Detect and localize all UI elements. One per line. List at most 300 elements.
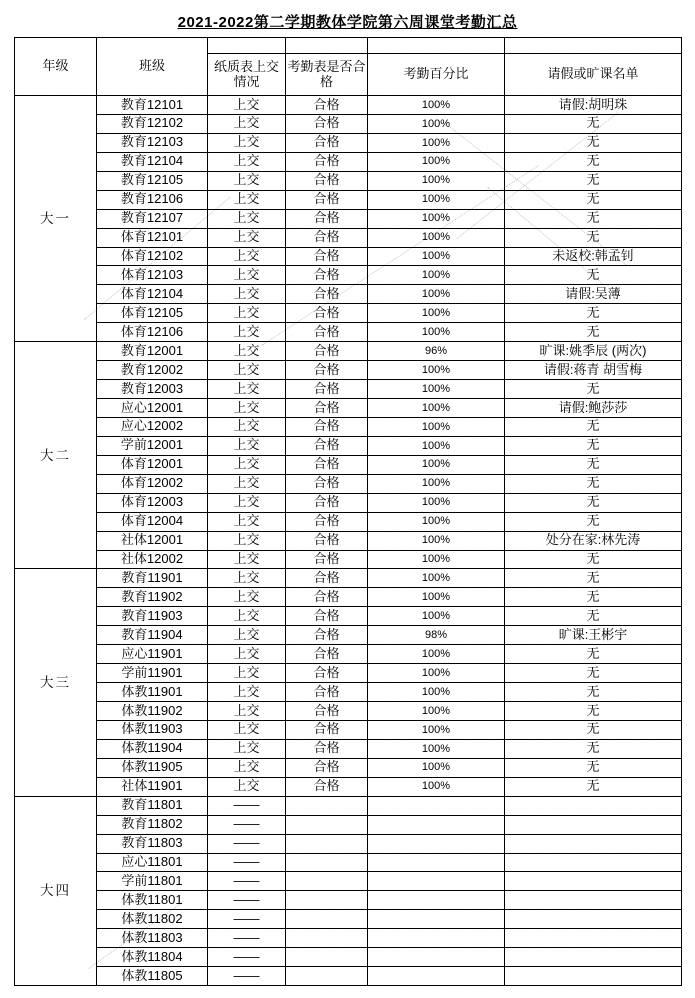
names-cell: 请假:鲍莎莎 [505, 399, 682, 418]
qualified-cell: 合格 [286, 664, 368, 683]
submit-cell: 上交 [208, 493, 286, 512]
submit-cell: 上交 [208, 531, 286, 550]
table-row [15, 720, 682, 739]
class-cell: 体育12104 [97, 285, 208, 304]
table-row [15, 455, 682, 474]
submit-cell: 上交 [208, 683, 286, 702]
names-cell: 请假:蒋青 胡雪梅 [505, 361, 682, 380]
qualified-cell: 合格 [286, 190, 368, 209]
names-cell: 无 [505, 209, 682, 228]
qualified-cell: 合格 [286, 455, 368, 474]
percent-cell [368, 929, 505, 948]
table-row [15, 474, 682, 493]
class-cell: 体育12105 [97, 304, 208, 323]
table-row [15, 190, 682, 209]
class-cell: 体育12004 [97, 512, 208, 531]
class-cell: 教育11902 [97, 588, 208, 607]
grade-cell: 大四 [15, 796, 97, 985]
class-cell: 应心11901 [97, 645, 208, 664]
table-row [15, 739, 682, 758]
names-cell: 未返校:韩孟钊 [505, 247, 682, 266]
class-cell: 学前12001 [97, 436, 208, 455]
class-cell: 学前11801 [97, 872, 208, 891]
names-cell [505, 929, 682, 948]
table-row [15, 247, 682, 266]
grade-cell: 大二 [15, 342, 97, 569]
percent-cell: 100% [368, 474, 505, 493]
table-row [15, 531, 682, 550]
qualified-cell [286, 967, 368, 986]
qualified-cell: 合格 [286, 512, 368, 531]
qualified-cell: 合格 [286, 493, 368, 512]
submit-cell: 上交 [208, 323, 286, 342]
header-spacer-cell [368, 38, 505, 54]
percent-cell: 100% [368, 645, 505, 664]
names-cell [505, 796, 682, 815]
percent-cell: 100% [368, 190, 505, 209]
table-row [15, 626, 682, 645]
percent-cell [368, 948, 505, 967]
names-cell: 无 [505, 133, 682, 152]
class-cell: 体教11803 [97, 929, 208, 948]
class-cell: 体育12001 [97, 455, 208, 474]
percent-cell: 100% [368, 380, 505, 399]
submit-cell: 上交 [208, 171, 286, 190]
table-row [15, 285, 682, 304]
class-cell: 社体11901 [97, 777, 208, 796]
qualified-cell [286, 834, 368, 853]
class-cell: 教育12104 [97, 152, 208, 171]
names-cell [505, 872, 682, 891]
qualified-cell: 合格 [286, 683, 368, 702]
names-cell: 无 [505, 739, 682, 758]
names-cell: 旷课:王彬宇 [505, 626, 682, 645]
qualified-cell: 合格 [286, 417, 368, 436]
class-cell: 体教11905 [97, 758, 208, 777]
submit-cell: 上交 [208, 569, 286, 588]
qualified-cell: 合格 [286, 399, 368, 418]
percent-cell: 100% [368, 758, 505, 777]
names-cell [505, 967, 682, 986]
attendance-table-body [15, 96, 682, 986]
qualified-cell: 合格 [286, 758, 368, 777]
percent-cell [368, 853, 505, 872]
table-row [15, 436, 682, 455]
qualified-cell [286, 815, 368, 834]
submit-cell: 上交 [208, 474, 286, 493]
class-cell: 体教11904 [97, 739, 208, 758]
table-row [15, 304, 682, 323]
table-row [15, 417, 682, 436]
table-row [15, 607, 682, 626]
submit-cell: 上交 [208, 152, 286, 171]
table-row [15, 323, 682, 342]
names-cell: 无 [505, 758, 682, 777]
names-cell [505, 815, 682, 834]
header-row-top [15, 38, 682, 54]
percent-cell: 100% [368, 664, 505, 683]
submit-cell: 上交 [208, 304, 286, 323]
percent-cell: 100% [368, 550, 505, 569]
class-cell: 体育12103 [97, 266, 208, 285]
qualified-cell: 合格 [286, 474, 368, 493]
submit-cell: 上交 [208, 209, 286, 228]
submit-cell: 上交 [208, 417, 286, 436]
qualified-cell: 合格 [286, 626, 368, 645]
class-cell: 应心12001 [97, 399, 208, 418]
class-cell: 体育12106 [97, 323, 208, 342]
names-cell: 无 [505, 512, 682, 531]
qualified-cell: 合格 [286, 323, 368, 342]
class-cell: 学前11901 [97, 664, 208, 683]
qualified-cell: 合格 [286, 588, 368, 607]
names-cell: 无 [505, 645, 682, 664]
submit-cell: 上交 [208, 266, 286, 285]
percent-cell: 100% [368, 607, 505, 626]
table-row [15, 133, 682, 152]
table-row [15, 796, 682, 815]
percent-cell: 100% [368, 417, 505, 436]
qualified-cell: 合格 [286, 228, 368, 247]
submit-cell: 上交 [208, 455, 286, 474]
class-cell: 教育11803 [97, 834, 208, 853]
names-cell: 无 [505, 550, 682, 569]
percent-cell: 100% [368, 114, 505, 133]
percent-cell: 100% [368, 720, 505, 739]
submit-cell: 上交 [208, 228, 286, 247]
qualified-cell: 合格 [286, 569, 368, 588]
qualified-cell: 合格 [286, 436, 368, 455]
qualified-cell: 合格 [286, 739, 368, 758]
submit-cell: 上交 [208, 190, 286, 209]
table-row [15, 853, 682, 872]
submit-cell: 上交 [208, 739, 286, 758]
percent-cell: 100% [368, 588, 505, 607]
class-cell: 体教11801 [97, 891, 208, 910]
table-row [15, 777, 682, 796]
names-cell: 无 [505, 323, 682, 342]
names-cell: 无 [505, 702, 682, 721]
qualified-cell: 合格 [286, 304, 368, 323]
submit-cell: 上交 [208, 247, 286, 266]
qualified-cell: 合格 [286, 247, 368, 266]
table-row [15, 758, 682, 777]
percent-cell: 100% [368, 455, 505, 474]
table-row [15, 891, 682, 910]
col-header-percentage: 考勤百分比 [368, 54, 505, 96]
header-spacer-cell [208, 38, 286, 54]
percent-cell: 100% [368, 493, 505, 512]
submit-cell: 上交 [208, 550, 286, 569]
table-row [15, 152, 682, 171]
submit-cell: 上交 [208, 777, 286, 796]
class-cell: 体教11804 [97, 948, 208, 967]
table-row [15, 702, 682, 721]
table-row [15, 209, 682, 228]
class-cell: 教育12103 [97, 133, 208, 152]
qualified-cell: 合格 [286, 720, 368, 739]
class-cell: 教育12002 [97, 361, 208, 380]
percent-cell: 100% [368, 777, 505, 796]
class-cell: 教育12101 [97, 96, 208, 115]
grade-cell: 大一 [15, 96, 97, 342]
percent-cell: 100% [368, 209, 505, 228]
class-cell: 体教11805 [97, 967, 208, 986]
submit-cell: 上交 [208, 133, 286, 152]
submit-cell: —— [208, 967, 286, 986]
submit-cell: 上交 [208, 720, 286, 739]
percent-cell: 100% [368, 133, 505, 152]
qualified-cell: 合格 [286, 531, 368, 550]
names-cell [505, 834, 682, 853]
submit-cell: —— [208, 796, 286, 815]
names-cell: 无 [505, 664, 682, 683]
class-cell: 教育12003 [97, 380, 208, 399]
qualified-cell: 合格 [286, 380, 368, 399]
page-title: 2021-2022第二学期教体学院第六周课堂考勤汇总 [177, 14, 518, 31]
class-cell: 体育12101 [97, 228, 208, 247]
class-cell: 教育12107 [97, 209, 208, 228]
table-row [15, 114, 682, 133]
submit-cell: —— [208, 929, 286, 948]
names-cell: 无 [505, 380, 682, 399]
submit-cell: —— [208, 872, 286, 891]
names-cell: 无 [505, 683, 682, 702]
header-spacer-cell [505, 38, 682, 54]
percent-cell: 100% [368, 304, 505, 323]
submit-cell: —— [208, 834, 286, 853]
qualified-cell: 合格 [286, 550, 368, 569]
class-cell: 教育11901 [97, 569, 208, 588]
class-cell: 体教11802 [97, 910, 208, 929]
percent-cell: 100% [368, 531, 505, 550]
qualified-cell: 合格 [286, 171, 368, 190]
names-cell: 无 [505, 436, 682, 455]
percent-cell: 100% [368, 247, 505, 266]
submit-cell: 上交 [208, 96, 286, 115]
percent-cell: 100% [368, 228, 505, 247]
names-cell: 无 [505, 474, 682, 493]
class-cell: 体育12102 [97, 247, 208, 266]
table-row [15, 380, 682, 399]
names-cell: 请假:胡明珠 [505, 96, 682, 115]
percent-cell [368, 891, 505, 910]
attendance-table [14, 37, 682, 986]
table-row [15, 569, 682, 588]
names-cell: 无 [505, 455, 682, 474]
submit-cell: —— [208, 891, 286, 910]
class-cell: 教育12001 [97, 342, 208, 361]
col-header-leave-absence-list: 请假或旷课名单 [505, 54, 682, 96]
percent-cell [368, 967, 505, 986]
percent-cell: 100% [368, 399, 505, 418]
names-cell: 无 [505, 417, 682, 436]
names-cell: 无 [505, 720, 682, 739]
percent-cell: 100% [368, 569, 505, 588]
qualified-cell: 合格 [286, 152, 368, 171]
class-cell: 体教11902 [97, 702, 208, 721]
submit-cell: —— [208, 853, 286, 872]
table-row [15, 266, 682, 285]
qualified-cell: 合格 [286, 114, 368, 133]
table-row [15, 361, 682, 380]
table-row [15, 683, 682, 702]
table-row [15, 967, 682, 986]
percent-cell: 100% [368, 285, 505, 304]
qualified-cell [286, 891, 368, 910]
table-row [15, 664, 682, 683]
col-header-grade: 年级 [15, 38, 97, 96]
col-header-qualified: 考勤表是否合格 [286, 54, 368, 96]
class-cell: 教育11801 [97, 796, 208, 815]
table-row [15, 228, 682, 247]
percent-cell: 98% [368, 626, 505, 645]
percent-cell: 100% [368, 436, 505, 455]
names-cell [505, 891, 682, 910]
percent-cell: 100% [368, 512, 505, 531]
class-cell: 教育12102 [97, 114, 208, 133]
submit-cell: 上交 [208, 512, 286, 531]
table-row [15, 588, 682, 607]
table-row [15, 948, 682, 967]
names-cell [505, 910, 682, 929]
names-cell [505, 853, 682, 872]
percent-cell: 100% [368, 171, 505, 190]
submit-cell: 上交 [208, 380, 286, 399]
table-row [15, 171, 682, 190]
qualified-cell: 合格 [286, 96, 368, 115]
class-cell: 体教11901 [97, 683, 208, 702]
class-cell: 体育12002 [97, 474, 208, 493]
percent-cell: 96% [368, 342, 505, 361]
names-cell: 旷课:姚季辰 (两次) [505, 342, 682, 361]
submit-cell: 上交 [208, 645, 286, 664]
submit-cell: 上交 [208, 285, 286, 304]
qualified-cell: 合格 [286, 342, 368, 361]
percent-cell: 100% [368, 96, 505, 115]
qualified-cell: 合格 [286, 133, 368, 152]
qualified-cell: 合格 [286, 645, 368, 664]
table-row [15, 550, 682, 569]
qualified-cell: 合格 [286, 777, 368, 796]
percent-cell [368, 834, 505, 853]
names-cell: 无 [505, 152, 682, 171]
qualified-cell: 合格 [286, 361, 368, 380]
class-cell: 教育12106 [97, 190, 208, 209]
table-row [15, 929, 682, 948]
class-cell: 社体12002 [97, 550, 208, 569]
names-cell: 无 [505, 493, 682, 512]
table-row [15, 645, 682, 664]
table-row [15, 96, 682, 115]
names-cell: 无 [505, 569, 682, 588]
percent-cell: 100% [368, 323, 505, 342]
submit-cell: 上交 [208, 361, 286, 380]
qualified-cell [286, 796, 368, 815]
table-row [15, 834, 682, 853]
names-cell: 无 [505, 777, 682, 796]
percent-cell [368, 910, 505, 929]
percent-cell [368, 872, 505, 891]
qualified-cell [286, 910, 368, 929]
names-cell: 处分在家:林先涛 [505, 531, 682, 550]
submit-cell: 上交 [208, 607, 286, 626]
percent-cell: 100% [368, 702, 505, 721]
submit-cell: —— [208, 910, 286, 929]
class-cell: 社体12001 [97, 531, 208, 550]
qualified-cell [286, 872, 368, 891]
names-cell [505, 948, 682, 967]
percent-cell: 100% [368, 739, 505, 758]
grade-cell: 大三 [15, 569, 97, 796]
names-cell: 无 [505, 607, 682, 626]
submit-cell: 上交 [208, 436, 286, 455]
table-header [15, 38, 682, 96]
table-row [15, 512, 682, 531]
submit-cell: 上交 [208, 758, 286, 777]
class-cell: 应心11801 [97, 853, 208, 872]
submit-cell: 上交 [208, 626, 286, 645]
class-cell: 体教11903 [97, 720, 208, 739]
percent-cell: 100% [368, 152, 505, 171]
qualified-cell: 合格 [286, 702, 368, 721]
class-cell: 体育12003 [97, 493, 208, 512]
submit-cell: 上交 [208, 664, 286, 683]
names-cell: 无 [505, 588, 682, 607]
names-cell: 无 [505, 266, 682, 285]
submit-cell: —— [208, 948, 286, 967]
names-cell: 无 [505, 304, 682, 323]
submit-cell: —— [208, 815, 286, 834]
percent-cell: 100% [368, 361, 505, 380]
class-cell: 教育11903 [97, 607, 208, 626]
submit-cell: 上交 [208, 114, 286, 133]
table-row [15, 815, 682, 834]
percent-cell [368, 815, 505, 834]
class-cell: 教育12105 [97, 171, 208, 190]
submit-cell: 上交 [208, 342, 286, 361]
names-cell: 请假:吴薄 [505, 285, 682, 304]
submit-cell: 上交 [208, 588, 286, 607]
qualified-cell: 合格 [286, 285, 368, 304]
class-cell: 教育11904 [97, 626, 208, 645]
names-cell: 无 [505, 171, 682, 190]
col-header-class: 班级 [97, 38, 208, 96]
percent-cell [368, 796, 505, 815]
table-row [15, 872, 682, 891]
col-header-paper-submission: 纸质表上交情况 [208, 54, 286, 96]
class-cell: 教育11802 [97, 815, 208, 834]
percent-cell: 100% [368, 266, 505, 285]
qualified-cell: 合格 [286, 266, 368, 285]
percent-cell: 100% [368, 683, 505, 702]
qualified-cell: 合格 [286, 209, 368, 228]
table-row [15, 493, 682, 512]
class-cell: 应心12002 [97, 417, 208, 436]
names-cell: 无 [505, 190, 682, 209]
qualified-cell [286, 853, 368, 872]
submit-cell: 上交 [208, 702, 286, 721]
submit-cell: 上交 [208, 399, 286, 418]
table-row [15, 342, 682, 361]
names-cell: 无 [505, 228, 682, 247]
qualified-cell: 合格 [286, 607, 368, 626]
qualified-cell [286, 929, 368, 948]
header-spacer-cell [286, 38, 368, 54]
table-row [15, 399, 682, 418]
table-row [15, 910, 682, 929]
qualified-cell [286, 948, 368, 967]
